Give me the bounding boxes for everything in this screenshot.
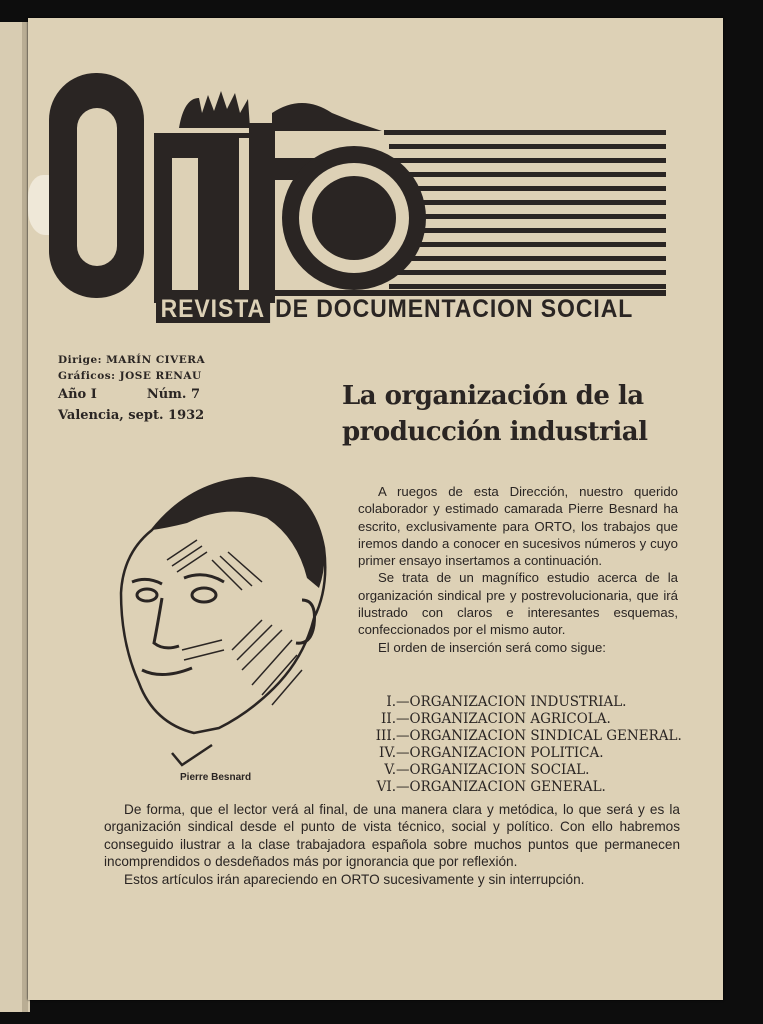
- director-credit: Dirige: MARÍN CIVERA: [58, 354, 206, 366]
- subtitle-rest: DE DOCUMENTACION SOCIAL: [275, 295, 634, 323]
- paragraph-2: Se trata de un magnífico estudio acerca de la organización sindical pre y postrevolucionaria, que irá ilustrado con claros e interesantes esquemas, confeccionados por el mismo autor.: [358, 570, 678, 638]
- list-item: III. —ORGANIZACION SINDICAL GENERAL.: [375, 728, 682, 744]
- title-line-2: producción industrial: [342, 417, 648, 447]
- issue-info: [58, 384, 205, 406]
- list-item: V. —ORGANIZACION SOCIAL.: [384, 762, 590, 778]
- graphics-credit: Gráficos: JOSE RENAU: [58, 370, 202, 382]
- insertion-order-list: [360, 694, 682, 796]
- paragraph-3: El orden de inserción será como sigue:: [378, 639, 606, 655]
- portrait-illustration: [112, 470, 332, 770]
- number-label: Núm. 7: [146, 387, 201, 402]
- paragraph-4: De forma, que el lector verá al final, de una manera clara y metódica, lo que será y es la organización sindical desde el punto de vista técnico, social y político. Con ello habremos conseguido ilustrar a la clase trabajadora española sobre muchos puntos que permanecen incomprendidos o desdeñados más por ignorancia que por reflexión.: [104, 802, 680, 870]
- title-line-1: La organización de la: [342, 381, 644, 411]
- magazine-subtitle: [156, 295, 633, 324]
- list-item: I. —ORGANIZACION INDUSTRIAL.: [386, 694, 627, 710]
- list-item: VI. —ORGANIZACION GENERAL.: [376, 779, 606, 795]
- list-item: II. —ORGANIZACION AGRICOLA.: [381, 711, 611, 727]
- closing-text: [104, 801, 680, 888]
- intro-column: [358, 483, 678, 656]
- place-date: Valencia, sept. 1932: [58, 408, 205, 423]
- year-label: Año I: [58, 387, 97, 402]
- credits-block: [58, 352, 205, 426]
- portrait-caption: Pierre Besnard: [180, 772, 252, 783]
- orto-logo: [44, 68, 674, 333]
- paragraph-1: A ruegos de esta Dirección, nuestro querido colaborador y estimado camarada Pierre Besnard ha escrito, exclusivamente para ORTO, los trabajos que iremos dando a conocer en sucesivos números y cuyo primer ensayo insertamos a continuación.: [358, 484, 678, 569]
- article-title: [342, 378, 682, 450]
- paragraph-5: Estos artículos irán apareciendo en ORTO sucesivamente y sin interrupción.: [124, 871, 585, 887]
- list-item: IV. —ORGANIZACION POLITICA.: [378, 745, 604, 761]
- subtitle-boxed: REVISTA: [156, 295, 270, 323]
